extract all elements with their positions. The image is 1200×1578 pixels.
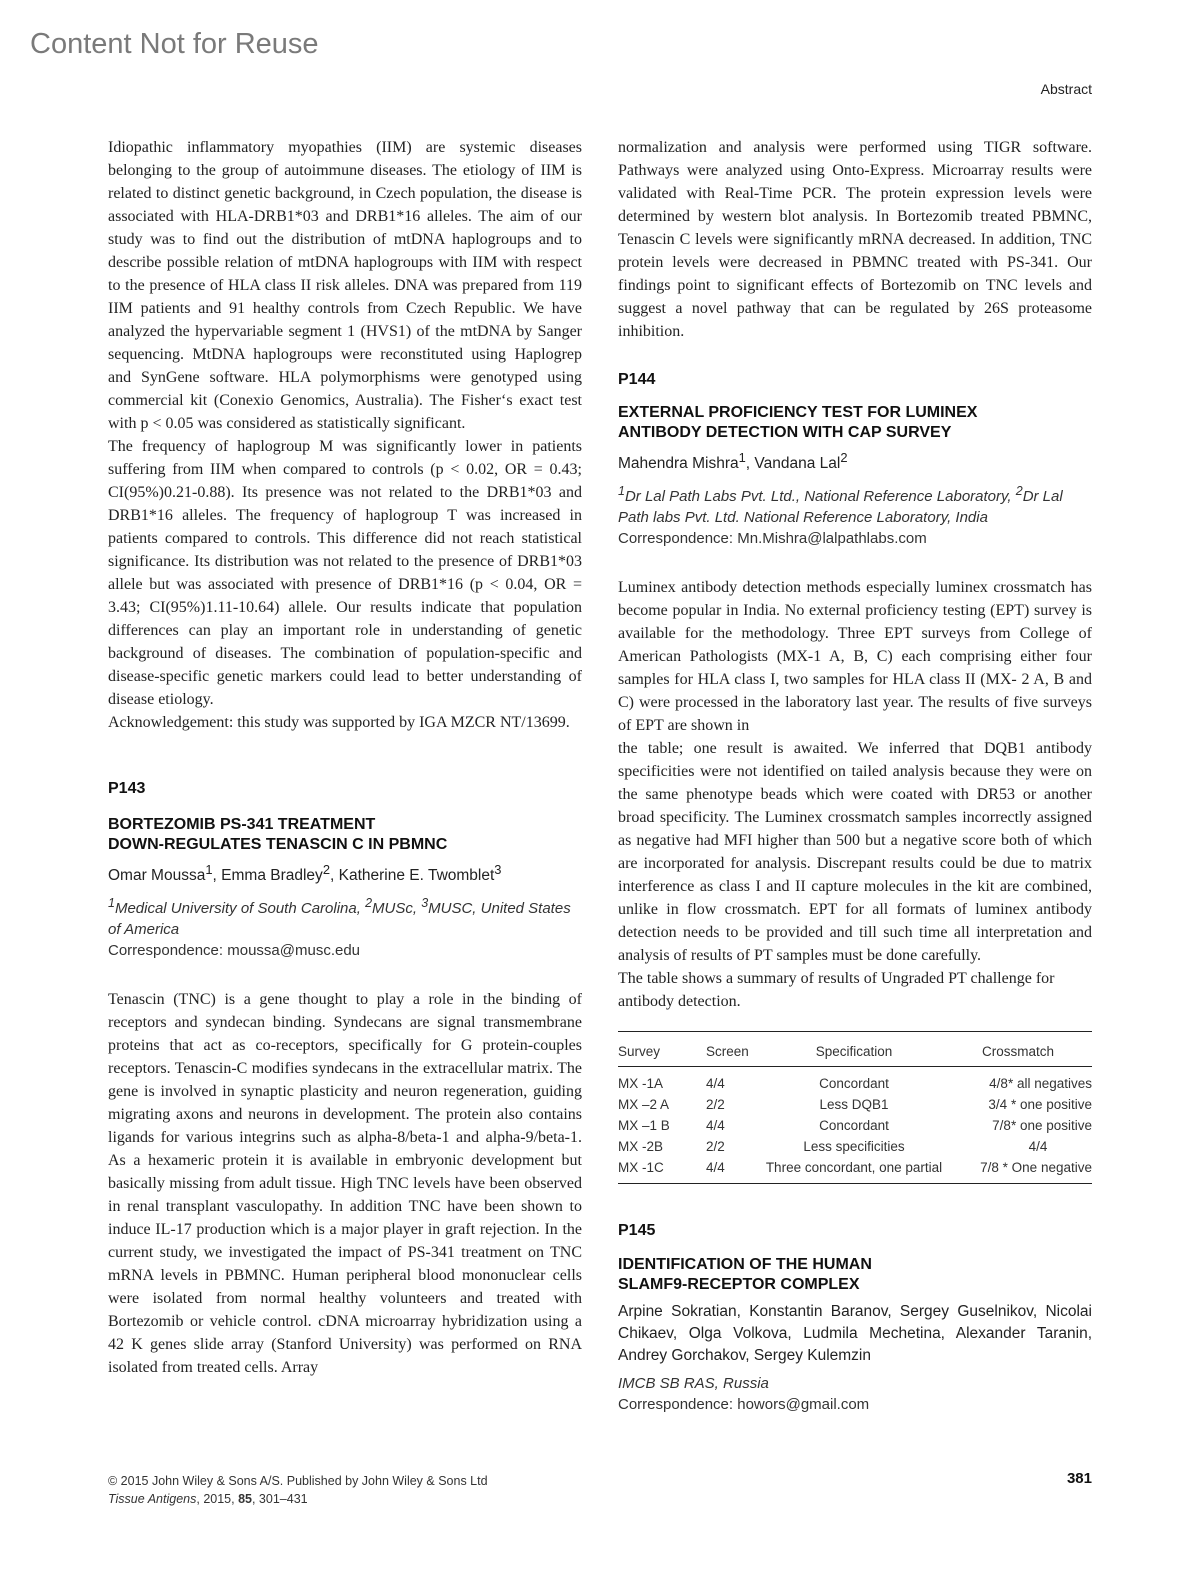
table-row [618,1115,1092,1136]
results-table [618,1031,1092,1184]
author-name: Katherine E. Twomblet [338,867,495,885]
affil-text: Dr Lal Path labs Pvt. Ltd. National Reference Laboratory, India [618,488,1063,527]
table-cell: Concordant [819,1118,889,1134]
table-cell: 7/8* one positive [992,1118,1092,1134]
journal-pages: , 301–431 [251,1492,308,1506]
author-name: Mahendra Mishra [618,455,739,473]
table-cell: MX -2B [618,1139,664,1155]
affil-text: MUSC, United States of America [108,900,571,939]
table-row [618,1157,1092,1184]
table-row [618,1094,1092,1115]
abstract-title-line: DOWN-REGULATES TENASCIN C IN PBMNC [108,836,448,853]
author-name: Vandana Lal [754,455,841,473]
table-cell: Less specificities [803,1139,905,1155]
abstract-title [618,1255,1092,1295]
affil-sup: 1 [108,896,115,911]
author-name: Emma Bradley [221,867,323,885]
author-list: Arpine Sokratian, Konstantin Baranov, Sergey Guselnikov, Nicolai Chikaev, Olga Volkova, Ludmila Mechetina, Alexander Taranin, Andrey Gorchakov, Sergey Kulemzin [618,1303,1092,1365]
table-header-row [618,1032,1092,1067]
table-cell: 4/4 [706,1076,725,1092]
table-cell: 2/2 [706,1097,725,1113]
journal-year: , 2015, [196,1492,239,1506]
abstract-body: The table shows a summary of results of Ungraded PT challenge for antibody detection. [618,970,1055,1011]
table-row [618,1136,1092,1157]
table-cell: MX -1C [618,1160,664,1176]
author-sup: 1 [738,450,746,465]
abstract-body: the table; one result is awaited. We inferred that DQB1 antibody specificities were not identified on tailed analysis because they were on the same phenotype beads which were coated with DR53 or another broad specificity. The Luminex crossmatch samples incorrectly assigned as negative had MFI higher than 500 but a negative score both of which are incorporated for analysis. Discrepant results could be due to matrix interference as class I and II capture molecules in the kit are combined, unlike in flow crossmatch. EPT for all formats of luminex antibody detection needs to be provided and till such time all interpretation and analysis of results of PT samples must be done carefully. [618,740,1092,965]
table-cell: MX –1 B [618,1118,670,1134]
affil-sup: 2 [1015,484,1023,499]
affil-text: MUSc, [372,900,422,918]
table-cell: 3/4 * one positive [988,1097,1092,1113]
abstract-body: Tenascin (TNC) is a gene thought to play a role in the binding of receptors and syndecan binding. Syndecans are signal transmembrane proteins that act as co-receptors, specifically for G protein-couples receptors. Tenascin-C modifies syndecans in the extracellular matrix. The gene is involved in synaptic plasticity and neuron regeneration, guiding migrating axons and neurons in development. The protein also contains ligands for various integrins such as alpha-8/beta-1 and alpha-9/beta-1. As a hexameric protein it is available in embryonic development but basically missing from adult tissue. High TNC levels have been observed in renal transplant vasculopathy. In addition TNC have been shown to induce IL-17 production which is a major player in graft rejection. In the current study, we investigated the impact of PS-341 treatment on TNC mRNA levels in PBMNC. Human peripheral blood mononuclear cells were isolated from normal healthy volunteers and treated with Bortezomib or vehicle control. cDNA microarray hybridization using a 42 K genes slide array (Stanford University) was performed on RNA isolated from treated cells. Array [108,991,582,1377]
table-cell: Less DQB1 [819,1097,889,1113]
affil-sup: 3 [421,896,429,911]
abstract-title [618,403,1092,443]
abstract-title [108,815,582,855]
abstract-title-line: BORTEZOMIB PS-341 TREATMENT [108,816,376,833]
abstract-body: Luminex antibody detection methods especially luminex crossmatch has become popular in India. No external proficiency testing (EPT) survey is available for the methodology. Three EPT surveys from College of American Pathologists (MX-1 A, B, C) each comprising either four samples for HLA class I, two samples for HLA class II (MX- 2 A, B and C) were processed in the laboratory last year. The results of five surveys of EPT are shown in [618,579,1092,735]
footer-citation [108,1472,488,1508]
body-paragraph: normalization and analysis were performed using TIGR software. Pathways were analyzed using Onto-Express. Microarray results were validated with Real-Time PCR. The protein expression levels were determined by western blot analysis. In Bortezomib treated PBMNC, Tenascin C levels were significantly mRNA decreased. In addition, TNC protein levels were decreased in PBMNC treated with PS-341. Our findings point to significant effects of Bortezomib on TNC levels and suggest a novel pathway that can be regulated by 26S proteasome inhibition. [618,139,1092,340]
table-cell: MX –2 A [618,1097,670,1113]
table-header: Crossmatch [944,1032,1092,1067]
body-paragraph: Idiopathic inflammatory myopathies (IIM) are systemic diseases belonging to the group of autoimmune diseases. The etiology of IIM is related to distinct genetic background, in Czech population, the disease is associated with HLA-DRB1*03 and DRB1*16 alleles. The aim of our study was to find out the distribution of mtDNA haplogroups and to describe possible relation of mtDNA haplogroups with IIM with respect to the presence of HLA class II risk alleles. DNA was prepared from 119 IIM patients and 91 healthy controls from Czech Republic. We have analyzed the hypervariable segment 1 (HVS1) of the mtDNA by Sanger sequencing. MtDNA haplogroups were reconstituted using Haplogrep and SynGene software. HLA polymorphisms were genotyped using commercial kit (Conexio Genomics, Australia). The Fisher‘s exact test with p < 0.05 was considered as statistically significant. [108,139,582,432]
running-head: Abstract [1040,81,1092,97]
author-sup: 2 [322,862,330,877]
abstract-title-line: EXTERNAL PROFICIENCY TEST FOR LUMINEX [618,404,978,421]
correspondence: Correspondence: moussa@musc.edu [108,942,361,960]
abstract-id: P143 [108,780,146,797]
left-column [108,136,582,1379]
copyright: © 2015 John Wiley & Sons A/S. Published by John Wiley & Sons Ltd [108,1474,488,1488]
journal-volume: 85 [238,1492,252,1506]
abstract-title-line: SLAMF9-RECEPTOR COMPLEX [618,1276,860,1294]
table-cell: 2/2 [706,1139,725,1155]
abstract-title-line: ANTIBODY DETECTION WITH CAP SURVEY [618,424,952,441]
affiliation [108,893,582,940]
abstract-title-line: IDENTIFICATION OF THE HUMAN [618,1256,872,1274]
affiliation: IMCB SB RAS, Russia [618,1375,769,1393]
abstract-id: P144 [618,371,656,388]
table-cell: Three concordant, one partial [765,1160,943,1176]
table-cell: 4/8* all negatives [989,1076,1092,1092]
page-number: 381 [1066,1470,1092,1487]
author-list: Mahendra Mishra$^1$, Vandana Lal$^2$ [618,450,848,473]
journal-citation [108,1490,488,1508]
table-header: Screen [696,1032,764,1067]
table-cell: 7/8 * One negative [980,1160,1092,1176]
watermark: Content Not for Reuse [30,28,319,60]
affiliation [618,481,1092,528]
author-list: Omar Moussa$^1$, Emma Bradley$^2$, Katherine E. Twomblet$^3$ [108,862,502,885]
table-row [618,1067,1092,1095]
affil-text: Dr Lal Path Labs Pvt. Ltd., National Reference Laboratory, [624,488,1016,506]
table-cell: MX -1A [618,1076,664,1092]
affil-sup: 2 [365,896,373,911]
table-header: Specification [764,1032,944,1067]
table-cell: 4/4 [1028,1139,1048,1155]
journal-name: Tissue Antigens [108,1492,197,1506]
acknowledgement: Acknowledgement: this study was supported by IGA MZCR NT/13699. [108,714,570,731]
body-paragraph: The frequency of haplogroup M was significantly lower in patients suffering from IIM when compared to controls (p < 0.02, OR = 0.43; CI(95%)0.21-0.88). Its presence was not related to the DRB1*03 and DRB1*16 alleles. The frequency of haplogroup T was increased in patients compared to controls. This difference did not reach statistical significance. Its distribution was not related to the presence of DRB1*03 allele but was associated with presence of DRB1*16 (p < 0.04, OR = 3.43; CI(95%)1.11-10.64) allele. Our results indicate that population differences can play an important role in understanding of genetic background of diseases. The combination of population-specific and disease-specific genetic markers could lead to better understanding of disease etiology. [108,438,582,708]
abstract-id: P145 [618,1222,656,1240]
affil-sup: 1 [618,484,625,499]
author-name: Omar Moussa [108,867,206,885]
right-column [618,136,1092,1415]
author-sup: 1 [205,862,213,877]
correspondence: Correspondence: howors@gmail.com [618,1396,870,1414]
affil-text: Medical University of South Carolina, [114,900,366,918]
table-cell: Concordant [819,1076,889,1092]
correspondence: Correspondence: Mn.Mishra@lalpathlabs.com [618,530,927,548]
table-cell: 4/4 [706,1118,725,1134]
table-header: Survey [618,1032,696,1067]
table-cell: 4/4 [706,1160,725,1176]
author-sup: 3 [494,862,502,877]
author-sup: 2 [840,450,848,465]
